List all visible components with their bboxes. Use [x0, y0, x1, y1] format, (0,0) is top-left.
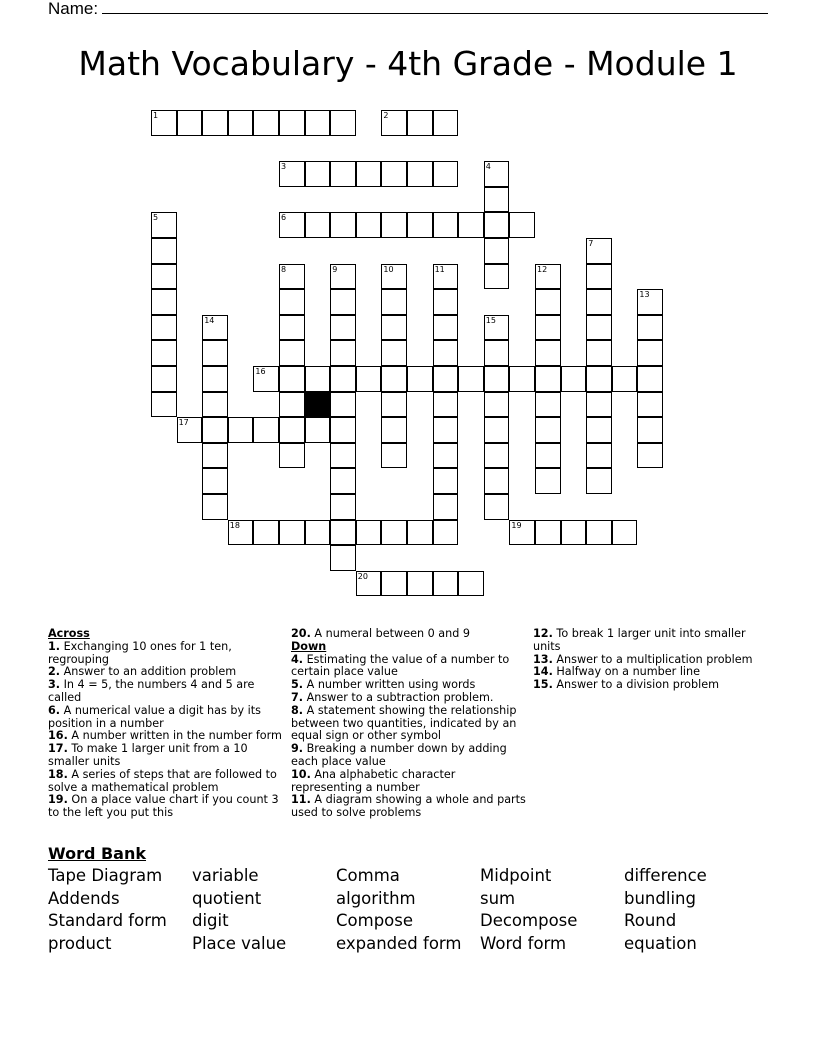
- crossword-cell[interactable]: [330, 443, 356, 469]
- crossword-cell[interactable]: [330, 392, 356, 418]
- crossword-cell[interactable]: [637, 289, 663, 315]
- crossword-cell[interactable]: [381, 520, 407, 546]
- crossword-cell[interactable]: [433, 571, 459, 597]
- crossword-cell[interactable]: [151, 366, 177, 392]
- crossword-cell[interactable]: [407, 571, 433, 597]
- crossword-cell[interactable]: [202, 468, 228, 494]
- crossword-cell[interactable]: [407, 161, 433, 187]
- crossword-cell[interactable]: [279, 366, 305, 392]
- page-title: Math Vocabulary - 4th Grade - Module 1: [78, 44, 738, 83]
- crossword-cell[interactable]: [484, 187, 510, 213]
- crossword-cell[interactable]: [356, 571, 382, 597]
- crossword-cell[interactable]: [433, 443, 459, 469]
- crossword-cell[interactable]: [484, 212, 510, 238]
- word-bank-item: Midpoint: [480, 866, 552, 885]
- crossword-cell[interactable]: [484, 315, 510, 341]
- crossword-cell[interactable]: [433, 468, 459, 494]
- crossword-cell[interactable]: [433, 340, 459, 366]
- crossword-cell[interactable]: [356, 161, 382, 187]
- clues-column-2: [291, 628, 527, 820]
- clue-down-14: 14. Halfway on a number line: [533, 665, 701, 679]
- black-cell: [305, 392, 331, 418]
- clue-across-17: 17. To make 1 larger unit from a 10 smaller units: [48, 742, 248, 768]
- crossword-cell[interactable]: [433, 264, 459, 290]
- crossword-cell[interactable]: [381, 289, 407, 315]
- crossword-cell[interactable]: [458, 571, 484, 597]
- crossword-cell[interactable]: [637, 392, 663, 418]
- crossword-cell[interactable]: [561, 520, 587, 546]
- clue-across-1: 1. Exchanging 10 ones for 1 ten, regrouping: [48, 639, 232, 666]
- crossword-cell[interactable]: [253, 520, 279, 546]
- clue-number: 3: [281, 162, 287, 172]
- crossword-cell[interactable]: [279, 212, 305, 238]
- clue-across-6: 6. A numerical value a digit has by its position in a number: [48, 703, 261, 730]
- crossword-cell[interactable]: [305, 212, 331, 238]
- crossword-cell[interactable]: [279, 315, 305, 341]
- crossword-cell[interactable]: [535, 366, 561, 392]
- crossword-cell[interactable]: [279, 161, 305, 187]
- crossword-cell[interactable]: [637, 443, 663, 469]
- crossword-cell[interactable]: [330, 494, 356, 520]
- crossword-cell[interactable]: [381, 366, 407, 392]
- word-bank-item: equation: [624, 934, 697, 954]
- crossword-cell[interactable]: [433, 161, 459, 187]
- crossword-cell[interactable]: [407, 110, 433, 136]
- crossword-cell[interactable]: [586, 238, 612, 264]
- word-bank-item: algorithm: [336, 888, 416, 908]
- crossword-cell[interactable]: [279, 443, 305, 469]
- crossword-cell[interactable]: [637, 417, 663, 443]
- crossword-cell[interactable]: [535, 443, 561, 469]
- crossword-cell[interactable]: [279, 392, 305, 418]
- crossword-cell[interactable]: [586, 264, 612, 290]
- crossword-cell[interactable]: [535, 340, 561, 366]
- crossword-cell[interactable]: [177, 417, 203, 443]
- crossword-cell[interactable]: [151, 392, 177, 418]
- crossword-cell[interactable]: [458, 366, 484, 392]
- crossword-cell[interactable]: [330, 545, 356, 571]
- crossword-cell[interactable]: [330, 520, 356, 546]
- clue-across-16: 16. A number written in the number form: [48, 729, 282, 743]
- crossword-cell[interactable]: [586, 417, 612, 443]
- crossword-cell[interactable]: [381, 443, 407, 469]
- crossword-cell[interactable]: [586, 289, 612, 315]
- crossword-cell[interactable]: [484, 443, 510, 469]
- word-bank-item: bundling: [624, 888, 696, 908]
- crossword-cell[interactable]: [228, 110, 254, 136]
- crossword-cell[interactable]: [151, 315, 177, 341]
- crossword-cell[interactable]: [586, 315, 612, 341]
- clue-number: 10: [383, 264, 394, 274]
- crossword-cell[interactable]: [586, 366, 612, 392]
- clue-number: 12: [537, 264, 548, 274]
- crossword-cell[interactable]: [381, 340, 407, 366]
- clues-column-1: [48, 628, 284, 820]
- crossword-cell[interactable]: [484, 468, 510, 494]
- crossword-cell[interactable]: [381, 161, 407, 187]
- crossword-cell[interactable]: [330, 417, 356, 443]
- crossword-cell[interactable]: [151, 340, 177, 366]
- crossword-cell[interactable]: [433, 494, 459, 520]
- crossword-cell[interactable]: [535, 392, 561, 418]
- crossword-cell[interactable]: [484, 264, 510, 290]
- clue-down-7: 7. Answer to a subtraction problem.: [291, 690, 494, 704]
- clue-number: 16: [255, 367, 266, 376]
- clue-down-4: 4. Estimating the value of a number to certain place value: [291, 652, 510, 679]
- crossword-cell[interactable]: [177, 110, 203, 136]
- word-bank-item: digit: [192, 911, 229, 931]
- crossword-cell[interactable]: [509, 520, 535, 546]
- word-bank-item: Compose: [336, 911, 414, 931]
- crossword-cell[interactable]: [484, 494, 510, 520]
- crossword-cell[interactable]: [535, 289, 561, 315]
- crossword-cell[interactable]: [330, 161, 356, 187]
- crossword-cell[interactable]: [535, 315, 561, 341]
- crossword-cell[interactable]: [407, 520, 433, 546]
- crossword-cell[interactable]: [228, 520, 254, 546]
- crossword-cell[interactable]: [151, 238, 177, 264]
- crossword-cell[interactable]: [561, 366, 587, 392]
- word-bank-item: Addends: [48, 888, 120, 908]
- crossword-cell[interactable]: [612, 366, 638, 392]
- crossword-cell[interactable]: [330, 315, 356, 341]
- down-heading: Down: [291, 639, 327, 653]
- clue-down-13: 13. Answer to a multiplication problem: [533, 652, 753, 666]
- crossword-cell[interactable]: [202, 315, 228, 341]
- clue-down-15: 15. Answer to a division problem: [533, 678, 720, 692]
- clue-number: 20: [357, 571, 368, 581]
- crossword-cell[interactable]: [535, 417, 561, 443]
- clue-across-19: 19. On a place value chart if you count 3 to the left you put this: [48, 793, 279, 820]
- clue-number: 8: [281, 264, 287, 274]
- crossword-cell[interactable]: [484, 161, 510, 187]
- crossword-cell[interactable]: [305, 161, 331, 187]
- word-bank-item: variable: [192, 866, 259, 885]
- crossword-cell[interactable]: [381, 264, 407, 290]
- crossword-cell[interactable]: [330, 264, 356, 290]
- clue-number: 15: [485, 315, 496, 325]
- word-bank-title: Word Bank: [48, 844, 147, 863]
- word-bank-item: difference: [624, 866, 707, 885]
- crossword-cell[interactable]: [330, 366, 356, 392]
- crossword-cell[interactable]: [151, 110, 177, 136]
- crossword-cell[interactable]: [253, 366, 279, 392]
- crossword-cell[interactable]: [330, 110, 356, 136]
- crossword-cell[interactable]: [484, 366, 510, 392]
- crossword-cell[interactable]: [228, 417, 254, 443]
- crossword-cell[interactable]: [407, 366, 433, 392]
- clue-number: 7: [588, 239, 594, 248]
- crossword-cell[interactable]: [484, 392, 510, 418]
- crossword-cell[interactable]: [637, 315, 663, 341]
- clue-number: 5: [153, 213, 159, 223]
- crossword-cell[interactable]: [202, 443, 228, 469]
- crossword-cell[interactable]: [356, 366, 382, 392]
- crossword-cell[interactable]: [279, 289, 305, 315]
- crossword-cell[interactable]: [407, 212, 433, 238]
- clue-across-2: 2. Answer to an addition problem: [48, 665, 237, 679]
- crossword-cell[interactable]: [330, 212, 356, 238]
- crossword-cell[interactable]: [433, 520, 459, 546]
- clue-number: 18: [229, 520, 240, 530]
- clue-number: 14: [204, 315, 215, 325]
- crossword-cell[interactable]: [535, 468, 561, 494]
- crossword-cell[interactable]: [637, 340, 663, 366]
- crossword-cell[interactable]: [151, 264, 177, 290]
- crossword-cell[interactable]: [253, 417, 279, 443]
- crossword-cell[interactable]: [305, 520, 331, 546]
- clue-across-18: 18. A series of steps that are followed to solve a mathematical problem: [48, 767, 277, 794]
- crossword-cell[interactable]: [433, 392, 459, 418]
- crossword-cell[interactable]: [586, 468, 612, 494]
- clue-down-9: 9. Breaking a number down by adding each place value: [291, 742, 507, 768]
- clue-number: 1: [153, 111, 159, 120]
- crossword-cell[interactable]: [279, 417, 305, 443]
- crossword-cell[interactable]: [305, 366, 331, 392]
- crossword-cell[interactable]: [381, 110, 407, 136]
- crossword-cell[interactable]: [509, 212, 535, 238]
- crossword-cell[interactable]: [381, 417, 407, 443]
- crossword-cell[interactable]: [586, 340, 612, 366]
- crossword-cell[interactable]: [356, 520, 382, 546]
- clue-number: 19: [511, 520, 522, 530]
- crossword-cell[interactable]: [433, 289, 459, 315]
- word-bank-item: sum: [480, 888, 516, 908]
- crossword-cell[interactable]: [433, 110, 459, 136]
- crossword-cell[interactable]: [330, 289, 356, 315]
- crossword-cell[interactable]: [535, 264, 561, 290]
- crossword-cell[interactable]: [586, 443, 612, 469]
- name-label: Name:: [48, 0, 99, 18]
- crossword-cell[interactable]: [202, 340, 228, 366]
- crossword-cell[interactable]: [433, 315, 459, 341]
- word-bank-item: quotient: [192, 888, 262, 908]
- word-bank-item: Decompose: [480, 911, 578, 931]
- clue-number: 11: [434, 264, 445, 274]
- clue-down-12: 12. To break 1 larger unit into smaller units: [533, 627, 746, 653]
- crossword-cell[interactable]: [356, 212, 382, 238]
- word-bank-item: Word form: [480, 934, 567, 954]
- clue-number: 2: [383, 111, 389, 120]
- crossword-cell[interactable]: [202, 417, 228, 443]
- crossword-cell[interactable]: [330, 340, 356, 366]
- word-bank-item: product: [48, 934, 112, 954]
- word-bank-item: expanded form: [336, 934, 462, 954]
- clue-down-11: 11. A diagram showing a whole and parts used to solve problems: [291, 793, 526, 820]
- crossword-cell[interactable]: [151, 289, 177, 315]
- crossword-cell[interactable]: [253, 110, 279, 136]
- crossword-cell[interactable]: [484, 417, 510, 443]
- crossword-cell[interactable]: [279, 340, 305, 366]
- crossword-cell[interactable]: [151, 212, 177, 238]
- crossword-cell[interactable]: [535, 520, 561, 546]
- word-bank-item: Place value: [192, 934, 287, 954]
- word-bank: [48, 866, 768, 957]
- crossword-cell[interactable]: [484, 238, 510, 264]
- word-bank-item: Tape Diagram: [48, 866, 163, 885]
- clue-number: 4: [485, 162, 491, 172]
- crossword-cell[interactable]: [586, 520, 612, 546]
- clues-column-3: [533, 628, 769, 692]
- clue-across-20: 20. A numeral between 0 and 9: [291, 627, 471, 640]
- crossword-cell[interactable]: [279, 110, 305, 136]
- crossword-cell[interactable]: [484, 340, 510, 366]
- clue-number: 6: [281, 213, 287, 223]
- crossword-cell[interactable]: [381, 392, 407, 418]
- crossword-cell[interactable]: [279, 264, 305, 290]
- clue-across-3: 3. In 4 = 5, the numbers 4 and 5 are called: [48, 678, 255, 704]
- crossword-cell[interactable]: [381, 571, 407, 597]
- crossword-cell[interactable]: [305, 417, 331, 443]
- crossword-cell[interactable]: [433, 417, 459, 443]
- crossword-cell[interactable]: [381, 212, 407, 238]
- crossword-cell[interactable]: [279, 520, 305, 546]
- clue-number: 9: [332, 264, 338, 274]
- crossword-cell[interactable]: [330, 468, 356, 494]
- crossword-cell[interactable]: [433, 212, 459, 238]
- crossword-cell[interactable]: [202, 366, 228, 392]
- crossword-cell[interactable]: [202, 392, 228, 418]
- crossword-cell[interactable]: [202, 494, 228, 520]
- word-bank-item: Comma: [336, 866, 400, 885]
- across-heading: Across: [48, 627, 90, 640]
- clue-number: 17: [178, 418, 189, 428]
- crossword-cell[interactable]: [305, 110, 331, 136]
- crossword-cell[interactable]: [509, 366, 535, 392]
- crossword-cell[interactable]: [202, 110, 228, 136]
- clue-down-8: 8. A statement showing the relationship between two quantities, indicated by an equal sign or other symbol: [291, 703, 517, 743]
- crossword-cell[interactable]: [612, 520, 638, 546]
- word-bank-item: Round: [624, 911, 677, 931]
- crossword-cell[interactable]: [458, 212, 484, 238]
- word-bank-item: Standard form: [48, 911, 167, 931]
- crossword-cell[interactable]: [381, 315, 407, 341]
- clue-down-5: 5. A number written using words: [291, 678, 476, 692]
- clue-number: 13: [639, 290, 650, 300]
- clue-down-10: 10. Ana alphabetic character representing a number: [291, 767, 456, 794]
- crossword-cell[interactable]: [637, 366, 663, 392]
- crossword-cell[interactable]: [586, 392, 612, 418]
- crossword-cell[interactable]: [433, 366, 459, 392]
